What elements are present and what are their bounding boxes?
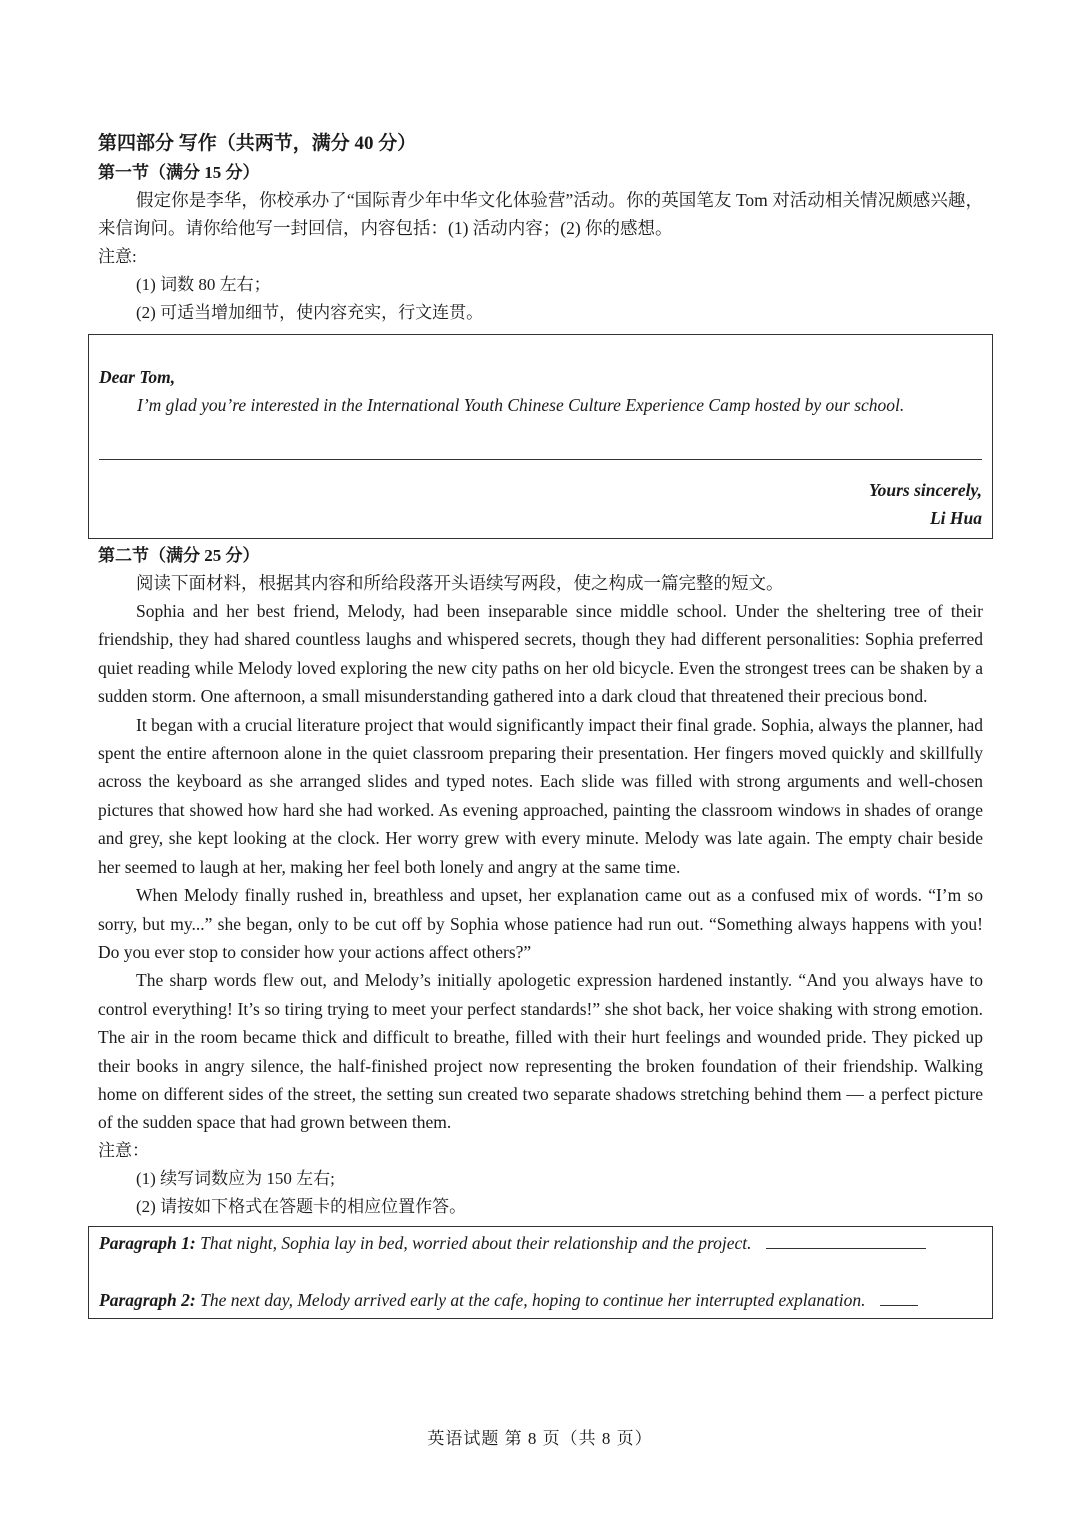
section1-notes-label: 注意: bbox=[98, 246, 137, 266]
story-paragraph-4: The sharp words flew out, and Melody’s initially apologetic expression hardened instantly. “And you always have to control everything! It’s so tiring trying to meet your perfect standards!” she shot back, her voice shaking with strong emotion. The air in the room became thick and difficult to breathe, filled with their hurt feelings and wounded pride. They picked up their books in angry silence, the half-finished project now representing the broken foundation of their friendship. Walking home on different sides of the street, the setting sun created two separate shadows stretching behind them — a perfect picture of the sudden space that had grown between them. bbox=[98, 970, 983, 1133]
section1-prompt: 假定你是李华，你校承办了“国际青少年中华文化体验营”活动。你的英国笔友 Tom 对活动相关情况颇感兴趣，来信询问。请你给他写一封回信，内容包括：(1) 活动内容；(2) 你的感想。 bbox=[98, 190, 983, 239]
section2-notes-label: 注意： bbox=[98, 1140, 149, 1160]
letter-signature: Li Hua bbox=[929, 507, 982, 528]
paragraph1-label: Paragraph 1: bbox=[99, 1232, 196, 1253]
part-title: 第四部分 写作（共两节，满分 40 分） bbox=[98, 133, 417, 154]
story-paragraph-2: It began with a crucial literature project that would significantly impact their final grade. Sophia, always the planner, had spent the entire afternoon alone in the quiet classroom preparing their presentation. Her fingers moved quickly and skillfully across the keyboard as she arranged slides and typed notes. Each slide was filled with strong arguments and well-chosen pictures that showed how hard she had worked. As evening approached, painting the classroom windows in shades of orange and grey, she kept looking at the clock. Her worry grew with every minute. Melody was late again. The empty chair beside her seemed to laugh at her, making her feel both lonely and angry at the same time. bbox=[98, 714, 983, 877]
section2-note-1: (1) 续写词数应为 150 左右; bbox=[136, 1168, 335, 1188]
continuation-row-1 bbox=[99, 1228, 982, 1257]
letter-closing: Yours sincerely, bbox=[868, 479, 982, 500]
paragraph2-blank bbox=[880, 1285, 918, 1306]
letter-opening: I’m glad you’re interested in the International Youth Chinese Culture Experience Camp hosted by our school. bbox=[137, 394, 905, 415]
exam-page bbox=[98, 128, 983, 1319]
letter-answer-line bbox=[99, 419, 982, 460]
section1-note-2: (2) 可适当增加细节，使内容充实，行文连贯。 bbox=[136, 303, 484, 323]
continuation-row-2 bbox=[99, 1285, 982, 1314]
section1-note-1: (1) 词数 80 左右； bbox=[136, 274, 271, 294]
section2-note-2: (2) 请按如下格式在答题卡的相应位置作答。 bbox=[136, 1197, 467, 1217]
story-paragraph-3: When Melody finally rushed in, breathless and upset, her explanation came out as a confused mix of words. “I’m so sorry, but my...” she began, only to be cut off by Sophia whose patience had run out. “Something always happens with you! Do you ever stop to consider how your actions affect others?” bbox=[98, 885, 983, 962]
paragraph1-opening: That night, Sophia lay in bed, worried about their relationship and the project. bbox=[200, 1232, 752, 1253]
paragraph2-opening: The next day, Melody arrived early at the cafe, hoping to continue her interrupted explanation. bbox=[200, 1289, 866, 1310]
paragraph1-blank bbox=[766, 1228, 926, 1249]
section2-title: 第二节（满分 25 分） bbox=[98, 545, 260, 565]
section1-title: 第一节（满分 15 分） bbox=[98, 163, 260, 182]
paragraph2-label: Paragraph 2: bbox=[99, 1289, 196, 1310]
section2-instruction: 阅读下面材料，根据其内容和所给段落开头语续写两段，使之构成一篇完整的短文。 bbox=[136, 572, 784, 593]
page-footer: 英语试题 第 8 页（共 8 页） bbox=[427, 1429, 653, 1448]
letter-salutation: Dear Tom, bbox=[99, 366, 176, 387]
letter-box bbox=[88, 334, 993, 539]
continuation-box bbox=[88, 1226, 993, 1319]
story-paragraph-1: Sophia and her best friend, Melody, had been inseparable since middle school. Under the sheltering tree of their friendship, they had shared countless laughs and whispered secrets, though they had different personalities: Sophia preferred quiet reading while Melody loved exploring the new city paths on her old bicycle. Even the strongest trees can be shaken by a sudden storm. One afternoon, a small misunderstanding gathered into a dark cloud that threatened their precious bond. bbox=[98, 601, 983, 707]
